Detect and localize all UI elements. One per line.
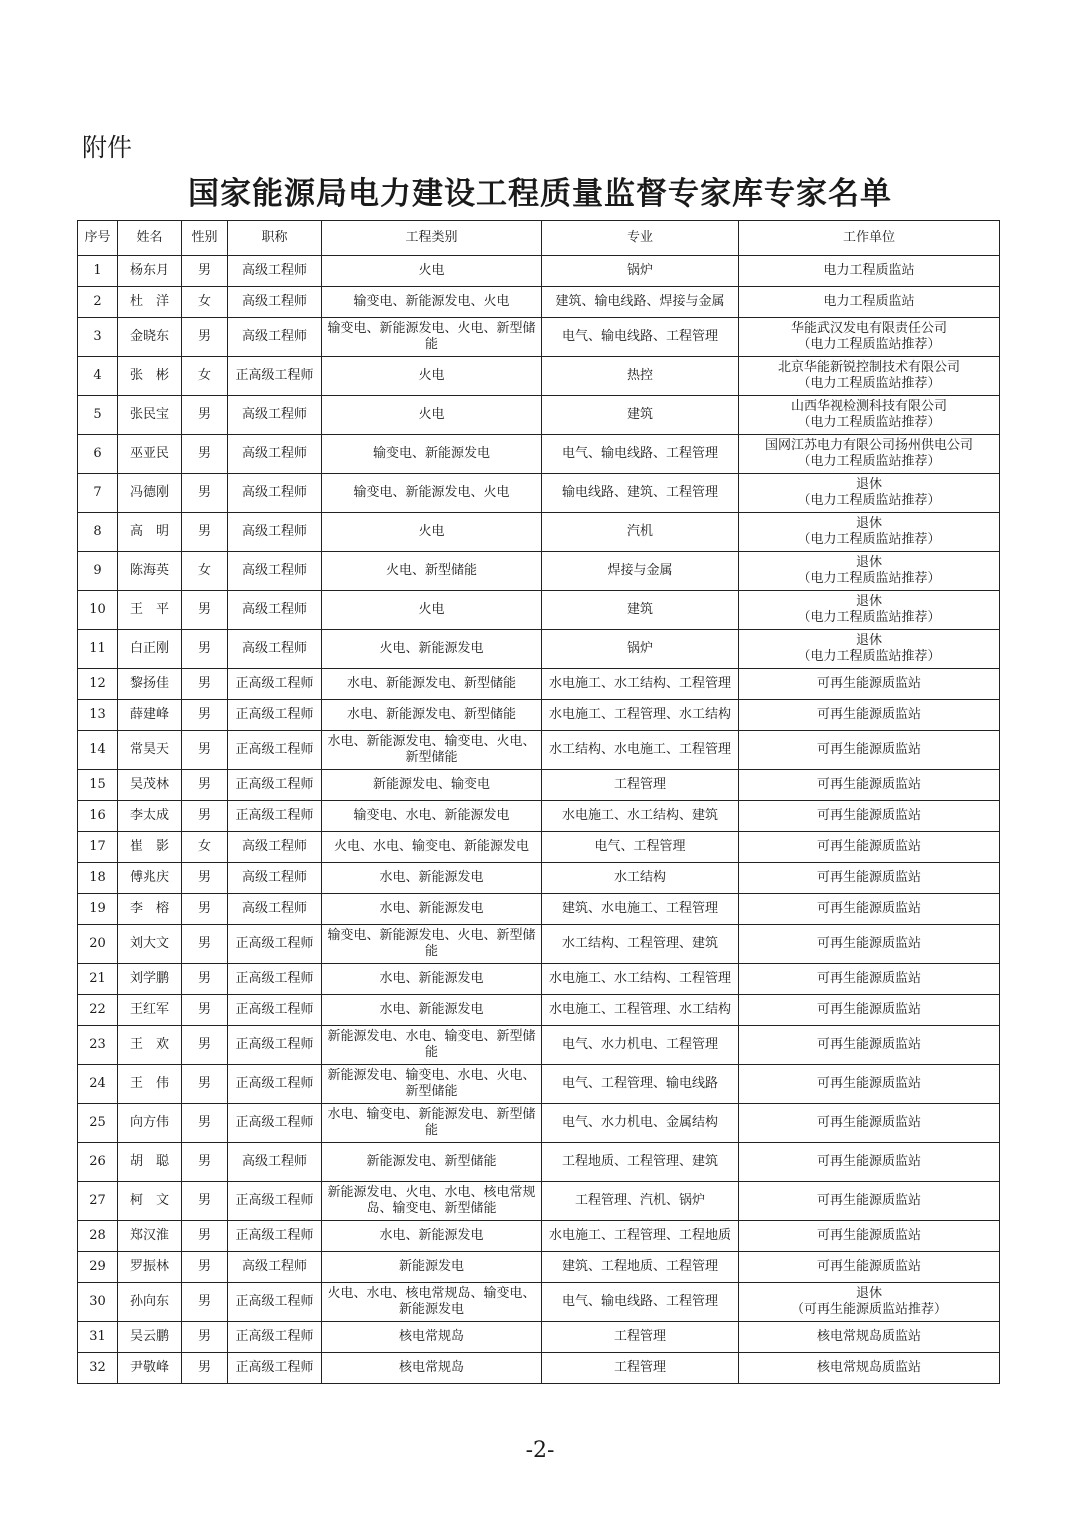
cell-name: 薛建峰 [118,700,182,731]
cell-category: 输变电、新能源发电、火电 [322,474,542,513]
cell-title: 高级工程师 [228,832,322,863]
cell-gender: 女 [182,357,228,396]
cell-unit: 可再生能源质监站 [739,801,1000,832]
expert-list-table [77,220,1000,1384]
cell-gender: 男 [182,925,228,964]
cell-gender: 男 [182,1026,228,1065]
cell-name: 王 伟 [118,1065,182,1104]
cell-name: 杨东月 [118,256,182,287]
cell-specialty: 锅炉 [542,630,739,669]
cell-category: 火电、水电、核电常规岛、输变电、新能源发电 [322,1283,542,1322]
cell-no: 18 [78,863,118,894]
cell-gender: 男 [182,1353,228,1384]
cell-no: 22 [78,995,118,1026]
cell-no: 26 [78,1143,118,1182]
cell-specialty: 水电施工、工程管理、水工结构 [542,995,739,1026]
cell-title: 正高级工程师 [228,1065,322,1104]
cell-specialty: 电气、工程管理、输电线路 [542,1065,739,1104]
cell-gender: 女 [182,832,228,863]
cell-no: 28 [78,1221,118,1252]
cell-specialty: 锅炉 [542,256,739,287]
cell-no: 1 [78,256,118,287]
cell-name: 吴云鹏 [118,1322,182,1353]
cell-category: 核电常规岛 [322,1353,542,1384]
cell-specialty: 建筑 [542,591,739,630]
cell-unit: 可再生能源质监站 [739,1026,1000,1065]
cell-category: 新能源发电、水电、输变电、新型储能 [322,1026,542,1065]
cell-name: 黎扬佳 [118,669,182,700]
cell-gender: 男 [182,863,228,894]
cell-title: 高级工程师 [228,894,322,925]
column-header-category: 工程类别 [322,221,542,256]
table-row [78,1322,1000,1353]
cell-category: 水电、新能源发电 [322,863,542,894]
cell-specialty: 电气、输电线路、工程管理 [542,1283,739,1322]
cell-specialty: 工程地质、工程管理、建筑 [542,1143,739,1182]
cell-no: 2 [78,287,118,318]
table-row [78,1026,1000,1065]
table-row [78,552,1000,591]
cell-category: 输变电、新能源发电 [322,435,542,474]
table-row [78,1353,1000,1384]
cell-unit: 核电常规岛质监站 [739,1353,1000,1384]
table-row [78,357,1000,396]
cell-name: 孙向东 [118,1283,182,1322]
table-row [78,287,1000,318]
cell-category: 火电、水电、输变电、新能源发电 [322,832,542,863]
cell-no: 14 [78,731,118,770]
table-row [78,832,1000,863]
cell-title: 高级工程师 [228,474,322,513]
table-row [78,513,1000,552]
cell-gender: 男 [182,801,228,832]
table-row [78,1221,1000,1252]
cell-title: 正高级工程师 [228,1104,322,1143]
cell-unit: 可再生能源质监站 [739,770,1000,801]
cell-specialty: 工程管理 [542,770,739,801]
cell-specialty: 水工结构 [542,863,739,894]
cell-unit: 退休 （电力工程质监站推荐） [739,513,1000,552]
cell-category: 新能源发电 [322,1252,542,1283]
cell-specialty: 水工结构、水电施工、工程管理 [542,731,739,770]
cell-category: 水电、新能源发电 [322,964,542,995]
cell-specialty: 电气、水力机电、工程管理 [542,1026,739,1065]
cell-title: 正高级工程师 [228,1322,322,1353]
cell-title: 高级工程师 [228,1252,322,1283]
cell-unit: 电力工程质监站 [739,256,1000,287]
table-row [78,1252,1000,1283]
cell-category: 水电、新能源发电 [322,894,542,925]
cell-no: 23 [78,1026,118,1065]
cell-specialty: 水电施工、水工结构、工程管理 [542,669,739,700]
cell-no: 8 [78,513,118,552]
cell-unit: 可再生能源质监站 [739,700,1000,731]
cell-gender: 男 [182,995,228,1026]
cell-no: 20 [78,925,118,964]
cell-category: 核电常规岛 [322,1322,542,1353]
cell-unit: 可再生能源质监站 [739,832,1000,863]
table-row [78,630,1000,669]
cell-category: 火电 [322,591,542,630]
cell-unit: 可再生能源质监站 [739,964,1000,995]
column-header-no: 序号 [78,221,118,256]
cell-title: 高级工程师 [228,630,322,669]
table-row [78,591,1000,630]
cell-name: 胡 聪 [118,1143,182,1182]
cell-title: 正高级工程师 [228,1353,322,1384]
table-row [78,1283,1000,1322]
cell-specialty: 电气、输电线路、工程管理 [542,435,739,474]
table-body [78,256,1000,1384]
cell-name: 李 榕 [118,894,182,925]
cell-name: 高 明 [118,513,182,552]
cell-specialty: 建筑、输电线路、焊接与金属 [542,287,739,318]
cell-specialty: 汽机 [542,513,739,552]
cell-category: 火电 [322,396,542,435]
cell-gender: 男 [182,1322,228,1353]
cell-specialty: 工程管理 [542,1353,739,1384]
cell-title: 正高级工程师 [228,770,322,801]
cell-title: 高级工程师 [228,287,322,318]
cell-title: 高级工程师 [228,863,322,894]
page-number: -2- [525,1438,555,1463]
table-header-row [78,221,1000,256]
cell-title: 正高级工程师 [228,964,322,995]
cell-no: 32 [78,1353,118,1384]
table-row [78,770,1000,801]
cell-category: 水电、输变电、新能源发电、新型储能 [322,1104,542,1143]
cell-title: 高级工程师 [228,552,322,591]
cell-gender: 男 [182,513,228,552]
cell-title: 正高级工程师 [228,700,322,731]
cell-title: 正高级工程师 [228,669,322,700]
cell-specialty: 工程管理、汽机、锅炉 [542,1182,739,1221]
cell-name: 尹敬峰 [118,1353,182,1384]
cell-title: 正高级工程师 [228,357,322,396]
table-row [78,964,1000,995]
cell-category: 水电、新能源发电 [322,995,542,1026]
table-row [78,995,1000,1026]
table-row [78,925,1000,964]
cell-name: 王 平 [118,591,182,630]
table-row [78,700,1000,731]
cell-no: 6 [78,435,118,474]
table-row [78,731,1000,770]
cell-gender: 男 [182,318,228,357]
cell-no: 11 [78,630,118,669]
cell-unit: 山西华视检测科技有限公司 （电力工程质监站推荐） [739,396,1000,435]
cell-name: 刘学鹏 [118,964,182,995]
cell-gender: 男 [182,700,228,731]
cell-unit: 电力工程质监站 [739,287,1000,318]
cell-name: 郑汉淮 [118,1221,182,1252]
cell-title: 高级工程师 [228,591,322,630]
table-row [78,318,1000,357]
cell-unit: 可再生能源质监站 [739,863,1000,894]
cell-no: 21 [78,964,118,995]
cell-specialty: 电气、工程管理 [542,832,739,863]
column-header-name: 姓名 [118,221,182,256]
cell-gender: 男 [182,435,228,474]
cell-no: 13 [78,700,118,731]
cell-category: 输变电、新能源发电、火电、新型储能 [322,925,542,964]
cell-category: 水电、新能源发电 [322,1221,542,1252]
cell-category: 输变电、水电、新能源发电 [322,801,542,832]
cell-unit: 可再生能源质监站 [739,894,1000,925]
cell-category: 新能源发电、输变电 [322,770,542,801]
cell-unit: 可再生能源质监站 [739,995,1000,1026]
cell-unit: 可再生能源质监站 [739,925,1000,964]
cell-category: 输变电、新能源发电、火电 [322,287,542,318]
cell-unit: 可再生能源质监站 [739,669,1000,700]
table-row [78,669,1000,700]
cell-name: 刘大文 [118,925,182,964]
cell-specialty: 建筑、工程地质、工程管理 [542,1252,739,1283]
cell-name: 杜 洋 [118,287,182,318]
cell-gender: 女 [182,552,228,591]
cell-name: 巫亚民 [118,435,182,474]
cell-name: 陈海英 [118,552,182,591]
table-row [78,474,1000,513]
cell-category: 火电、新能源发电 [322,630,542,669]
cell-title: 正高级工程师 [228,995,322,1026]
cell-gender: 男 [182,1104,228,1143]
cell-specialty: 焊接与金属 [542,552,739,591]
cell-unit: 退休 （电力工程质监站推荐） [739,552,1000,591]
cell-title: 高级工程师 [228,318,322,357]
cell-title: 高级工程师 [228,1143,322,1182]
cell-no: 10 [78,591,118,630]
cell-unit: 可再生能源质监站 [739,1221,1000,1252]
cell-name: 张 彬 [118,357,182,396]
cell-title: 正高级工程师 [228,1026,322,1065]
cell-category: 新能源发电、输变电、水电、火电、新型储能 [322,1065,542,1104]
cell-category: 新能源发电、火电、水电、核电常规岛、输变电、新型储能 [322,1182,542,1221]
cell-specialty: 建筑 [542,396,739,435]
cell-category: 水电、新能源发电、新型储能 [322,700,542,731]
cell-name: 向方伟 [118,1104,182,1143]
column-header-title: 职称 [228,221,322,256]
cell-name: 冯德刚 [118,474,182,513]
cell-no: 16 [78,801,118,832]
cell-gender: 女 [182,287,228,318]
cell-title: 正高级工程师 [228,1221,322,1252]
cell-gender: 男 [182,1252,228,1283]
table-row [78,256,1000,287]
cell-gender: 男 [182,1143,228,1182]
table-row [78,1104,1000,1143]
cell-no: 19 [78,894,118,925]
cell-gender: 男 [182,669,228,700]
cell-title: 正高级工程师 [228,731,322,770]
cell-no: 7 [78,474,118,513]
cell-specialty: 水电施工、水工结构、工程管理 [542,964,739,995]
cell-name: 王红军 [118,995,182,1026]
table-row [78,435,1000,474]
document-title: 国家能源局电力建设工程质量监督专家库专家名单 [188,176,892,212]
cell-category: 火电 [322,256,542,287]
table-row [78,1143,1000,1182]
cell-unit: 可再生能源质监站 [739,1065,1000,1104]
cell-no: 15 [78,770,118,801]
cell-specialty: 水电施工、水工结构、建筑 [542,801,739,832]
cell-name: 吴茂林 [118,770,182,801]
cell-title: 高级工程师 [228,256,322,287]
cell-title: 高级工程师 [228,513,322,552]
cell-category: 火电、新型储能 [322,552,542,591]
table-row [78,1065,1000,1104]
cell-gender: 男 [182,474,228,513]
cell-title: 高级工程师 [228,435,322,474]
cell-unit: 北京华能新锐控制技术有限公司 （电力工程质监站推荐） [739,357,1000,396]
cell-unit: 退休 （电力工程质监站推荐） [739,591,1000,630]
cell-gender: 男 [182,1065,228,1104]
cell-category: 新能源发电、新型储能 [322,1143,542,1182]
cell-name: 白正刚 [118,630,182,669]
cell-no: 29 [78,1252,118,1283]
cell-no: 3 [78,318,118,357]
cell-gender: 男 [182,1182,228,1221]
table-row [78,894,1000,925]
attachment-label: 附件 [82,133,133,162]
cell-gender: 男 [182,591,228,630]
cell-specialty: 建筑、水电施工、工程管理 [542,894,739,925]
cell-title: 正高级工程师 [228,1283,322,1322]
table-row [78,1182,1000,1221]
cell-no: 27 [78,1182,118,1221]
cell-no: 5 [78,396,118,435]
cell-category: 水电、新能源发电、输变电、火电、新型储能 [322,731,542,770]
cell-title: 高级工程师 [228,396,322,435]
cell-specialty: 电气、水力机电、金属结构 [542,1104,739,1143]
cell-gender: 男 [182,731,228,770]
cell-no: 25 [78,1104,118,1143]
cell-name: 崔 影 [118,832,182,863]
cell-gender: 男 [182,396,228,435]
cell-name: 傅兆庆 [118,863,182,894]
cell-specialty: 水电施工、工程管理、水工结构 [542,700,739,731]
cell-title: 正高级工程师 [228,925,322,964]
cell-unit: 华能武汉发电有限责任公司 （电力工程质监站推荐） [739,318,1000,357]
cell-gender: 男 [182,256,228,287]
cell-specialty: 输电线路、建筑、工程管理 [542,474,739,513]
cell-name: 王 欢 [118,1026,182,1065]
cell-unit: 可再生能源质监站 [739,731,1000,770]
cell-unit: 可再生能源质监站 [739,1104,1000,1143]
cell-gender: 男 [182,630,228,669]
cell-category: 水电、新能源发电、新型储能 [322,669,542,700]
cell-unit: 核电常规岛质监站 [739,1322,1000,1353]
cell-title: 正高级工程师 [228,1182,322,1221]
cell-gender: 男 [182,1221,228,1252]
cell-unit: 可再生能源质监站 [739,1182,1000,1221]
cell-no: 17 [78,832,118,863]
table-row [78,863,1000,894]
cell-unit: 退休 （电力工程质监站推荐） [739,630,1000,669]
cell-unit: 退休 （电力工程质监站推荐） [739,474,1000,513]
cell-name: 柯 文 [118,1182,182,1221]
cell-specialty: 热控 [542,357,739,396]
cell-no: 12 [78,669,118,700]
cell-specialty: 工程管理 [542,1322,739,1353]
column-header-specialty: 专业 [542,221,739,256]
cell-specialty: 水电施工、工程管理、工程地质 [542,1221,739,1252]
cell-unit: 可再生能源质监站 [739,1252,1000,1283]
cell-category: 火电 [322,357,542,396]
cell-no: 31 [78,1322,118,1353]
cell-unit: 可再生能源质监站 [739,1143,1000,1182]
cell-name: 常昊天 [118,731,182,770]
cell-name: 金晓东 [118,318,182,357]
cell-specialty: 电气、输电线路、工程管理 [542,318,739,357]
cell-name: 张民宝 [118,396,182,435]
cell-no: 24 [78,1065,118,1104]
cell-gender: 男 [182,770,228,801]
cell-gender: 男 [182,894,228,925]
table-row [78,801,1000,832]
cell-name: 李太成 [118,801,182,832]
cell-no: 4 [78,357,118,396]
column-header-unit: 工作单位 [739,221,1000,256]
cell-unit: 国网江苏电力有限公司扬州供电公司 （电力工程质监站推荐） [739,435,1000,474]
cell-gender: 男 [182,1283,228,1322]
cell-gender: 男 [182,964,228,995]
column-header-gender: 性别 [182,221,228,256]
cell-no: 9 [78,552,118,591]
cell-name: 罗振林 [118,1252,182,1283]
cell-category: 输变电、新能源发电、火电、新型储能 [322,318,542,357]
cell-category: 火电 [322,513,542,552]
cell-no: 30 [78,1283,118,1322]
table-row [78,396,1000,435]
cell-unit: 退休 （可再生能源质监站推荐） [739,1283,1000,1322]
cell-specialty: 水工结构、工程管理、建筑 [542,925,739,964]
cell-title: 正高级工程师 [228,801,322,832]
